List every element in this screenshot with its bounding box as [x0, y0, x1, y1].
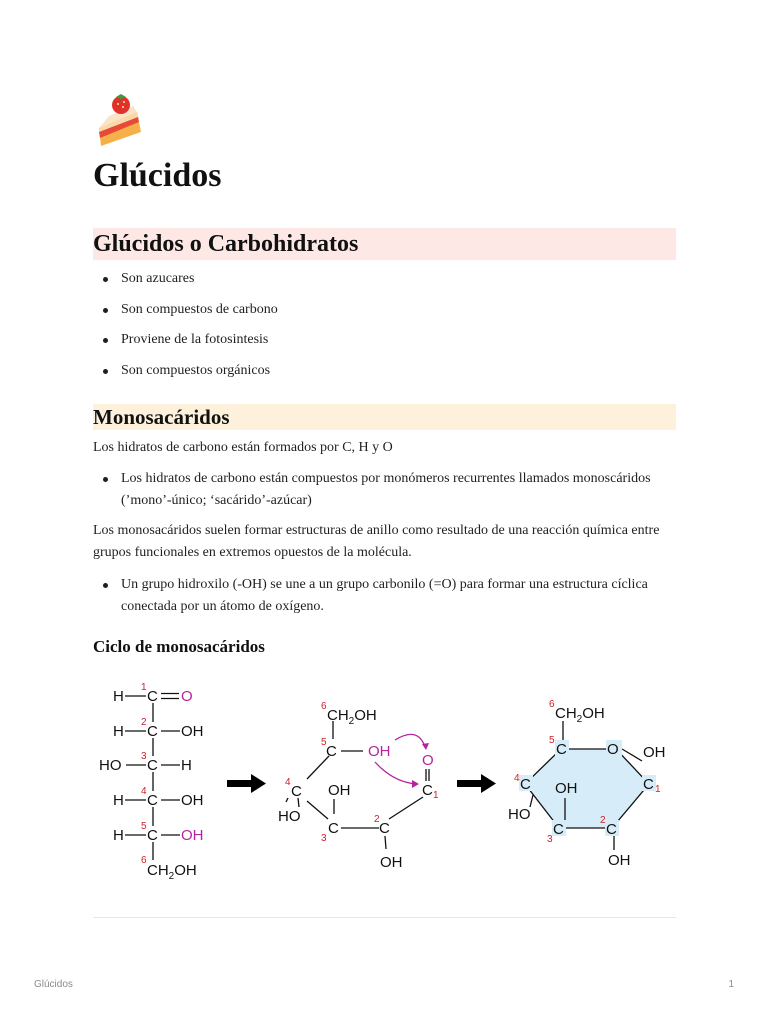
list-item: Un grupo hidroxilo (-OH) se une a un grupo carbonilo (=O) para formar una estructura cíclica conectada por un átomo de oxígeno.	[93, 574, 676, 618]
svg-text:3: 3	[547, 834, 553, 845]
svg-text:1: 1	[655, 784, 661, 795]
linear-row-4	[113, 786, 204, 809]
svg-text:C: C	[291, 783, 302, 800]
reaction-arrow	[227, 774, 266, 793]
divider	[93, 917, 676, 918]
atom-label: H	[181, 757, 192, 774]
svg-text:HO: HO	[508, 806, 531, 823]
section-heading-carbohidratos: Glúcidos o Carbohidratos	[93, 228, 676, 260]
linear-row-1	[113, 682, 193, 705]
svg-text:OH: OH	[608, 852, 631, 869]
svg-text:3: 3	[321, 833, 327, 844]
svg-text:C: C	[422, 782, 433, 799]
list-item: Son azucares	[93, 268, 676, 290]
linear-glucose	[99, 682, 205, 882]
carbon-number: 2	[141, 717, 147, 728]
svg-text:OH: OH	[643, 744, 666, 761]
svg-text:CH2OH: $CH_2OH$	[327, 707, 377, 727]
svg-text:C: C	[556, 741, 567, 758]
linear-row-3	[99, 751, 192, 774]
svg-text:HO: HO	[278, 808, 301, 825]
svg-text:6: 6	[549, 699, 555, 710]
monomeros-list	[93, 468, 676, 512]
carbohidratos-list	[93, 268, 676, 390]
ring-structure	[508, 699, 666, 869]
svg-text:C: C	[643, 776, 654, 793]
svg-text:CH2OH: $CH_2OH$	[147, 862, 197, 882]
subsection-heading-ciclo: Ciclo de monosacáridos	[93, 637, 265, 656]
atom-label: H	[113, 688, 124, 705]
atom-label: C	[147, 688, 158, 705]
carbon-number: 1	[141, 682, 147, 693]
list-item: Los hidratos de carbono están compuestos por monómeros recurrentes llamados monoscáridos (’mono’-único; ‘sacárido’-azúcar)	[93, 468, 676, 512]
list-item: Son compuestos de carbono	[93, 299, 676, 321]
atom-label: H	[113, 792, 124, 809]
carbon-number: 3	[141, 751, 147, 762]
svg-text:OH: OH	[328, 782, 351, 799]
atom-label: OH	[181, 723, 204, 740]
svg-text:C: C	[553, 821, 564, 838]
svg-text:6: 6	[321, 701, 327, 712]
paragraph-anillo: Los monosacáridos suelen formar estructuras de anillo como resultado de una reacción química entre grupos funcionales en extremos opuestos de la molécula.	[93, 523, 660, 560]
svg-text:OH: OH	[380, 854, 403, 871]
svg-text:C: C	[326, 743, 337, 760]
svg-text:C: C	[379, 820, 390, 837]
svg-text:C: C	[520, 776, 531, 793]
linear-row-2	[113, 717, 204, 740]
atom-label: H	[113, 827, 124, 844]
list-item: Son compuestos orgánicos	[93, 360, 676, 382]
atom-label: OH	[181, 827, 204, 844]
svg-text:C: C	[328, 820, 339, 837]
svg-text:5: 5	[549, 735, 555, 746]
atom-label: H	[113, 723, 124, 740]
svg-text:O: O	[422, 752, 434, 769]
linear-row-5	[113, 821, 204, 844]
intermediate-structure	[278, 701, 439, 871]
linear-bottom	[141, 855, 205, 882]
atom-label: C	[147, 792, 158, 809]
svg-text:CH2OH: $CH_2OH$	[555, 705, 605, 725]
atom-label: O	[181, 688, 193, 705]
svg-text:O: O	[607, 741, 619, 758]
hidroxilo-list	[93, 574, 676, 618]
strawberry-cake-icon	[93, 92, 147, 148]
list-item: Proviene de la fotosintesis	[93, 329, 676, 351]
svg-text:2: 2	[374, 814, 380, 825]
reaction-arrow	[457, 774, 496, 793]
svg-text:C: C	[606, 821, 617, 838]
svg-text:OH: OH	[555, 780, 578, 797]
page-number: 1	[728, 979, 734, 990]
paragraph-elements: Los hidratos de carbono están formados por C, H y O	[93, 440, 393, 455]
footer-title: Glúcidos	[34, 979, 73, 990]
atom-label: C	[147, 827, 158, 844]
svg-text:OH: OH	[368, 743, 391, 760]
carbon-number: 6	[141, 855, 147, 866]
page-title: Glúcidos	[93, 157, 222, 194]
svg-text:4: 4	[285, 777, 291, 788]
atom-label: OH	[181, 792, 204, 809]
carbon-number: 5	[141, 821, 147, 832]
atom-label: HO	[99, 757, 122, 774]
atom-label: C	[147, 757, 158, 774]
section-heading-monosacaridos: Monosacáridos	[93, 404, 676, 430]
monosaccharide-cycle-diagram	[93, 674, 676, 894]
svg-text:4: 4	[514, 773, 520, 784]
svg-text:2: 2	[600, 815, 606, 826]
svg-text:1: 1	[433, 790, 439, 801]
svg-text:5: 5	[321, 737, 327, 748]
carbon-number: 4	[141, 786, 147, 797]
atom-label: C	[147, 723, 158, 740]
